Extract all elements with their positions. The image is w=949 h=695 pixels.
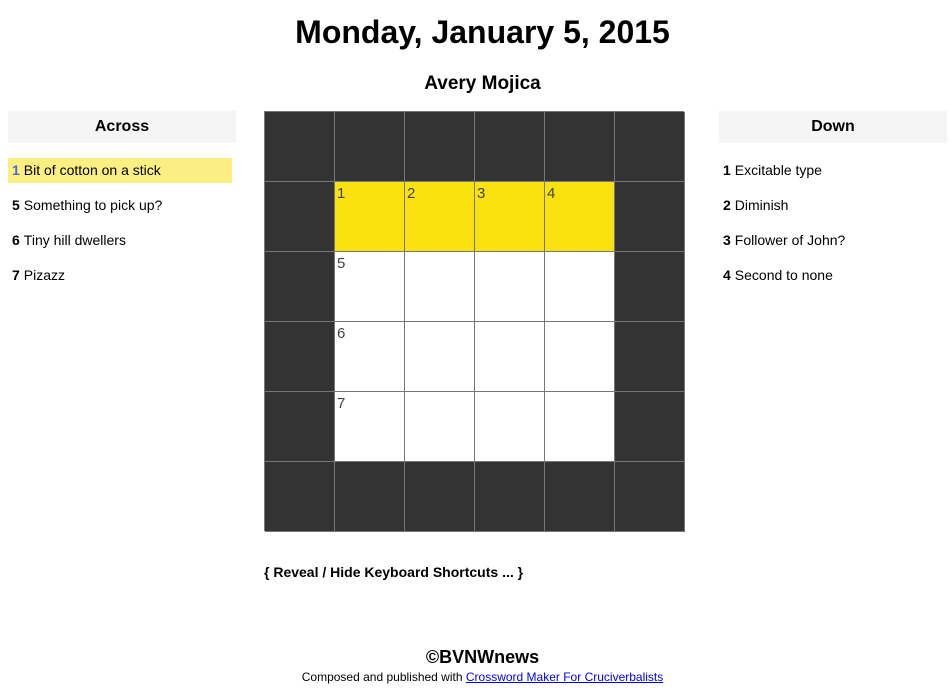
clue-number: 1 [723, 162, 731, 178]
grid-block-cell [615, 462, 685, 532]
clue-text: Diminish [734, 197, 789, 213]
clue-text: Follower of John? [734, 232, 846, 248]
grid-block-cell [615, 252, 685, 322]
grid-block-cell [615, 112, 685, 182]
footer-credit [0, 670, 949, 684]
clue-text: Excitable type [734, 162, 822, 178]
grid-cell[interactable] [545, 252, 615, 322]
grid-cell[interactable] [405, 182, 475, 252]
grid-cell[interactable] [335, 322, 405, 392]
clue-text: Pizazz [23, 267, 66, 283]
keyboard-shortcuts-toggle[interactable]: { Reveal / Hide Keyboard Shortcuts ... } [264, 564, 524, 580]
grid-block-cell [335, 462, 405, 532]
down-clue-1[interactable] [719, 158, 943, 183]
across-clue-5[interactable] [8, 193, 232, 218]
footer-brand: ©BVNWnews [425, 647, 540, 667]
puzzle-author: Avery Mojica [424, 73, 541, 94]
grid-cell[interactable] [335, 252, 405, 322]
down-clue-4[interactable] [719, 263, 943, 288]
crossword-maker-link[interactable]: Crossword Maker For Cruciverbalists [465, 670, 664, 684]
grid-cell[interactable] [405, 322, 475, 392]
clue-number: 5 [12, 197, 20, 213]
grid-cell[interactable] [475, 252, 545, 322]
down-clue-2[interactable] [719, 193, 943, 218]
grid-block-cell [615, 182, 685, 252]
grid-cell[interactable] [475, 392, 545, 462]
grid-cell[interactable] [405, 392, 475, 462]
cell-number: 5 [337, 255, 346, 272]
grid-cell[interactable] [475, 322, 545, 392]
grid-block-cell [265, 392, 335, 462]
grid-block-cell [475, 462, 545, 532]
footer-credit-text: Composed and published with [301, 670, 463, 684]
across-clue-1[interactable] [8, 158, 232, 183]
grid-cell[interactable] [475, 182, 545, 252]
down-clue-list [719, 158, 947, 288]
grid-block-cell [615, 392, 685, 462]
grid-cell[interactable] [545, 182, 615, 252]
down-clue-3[interactable] [719, 228, 943, 253]
cell-number: 2 [407, 185, 416, 202]
clue-text: Bit of cotton on a stick [23, 162, 161, 178]
across-clue-list [8, 158, 236, 288]
cell-number: 6 [337, 325, 346, 342]
clue-number: 1 [12, 162, 20, 178]
grid-block-cell [475, 112, 545, 182]
grid-cell[interactable] [545, 322, 615, 392]
grid-cell[interactable] [405, 252, 475, 322]
grid-cell[interactable] [545, 392, 615, 462]
down-heading: Down [719, 111, 947, 143]
clue-text: Tiny hill dwellers [23, 232, 126, 248]
grid-block-cell [405, 462, 475, 532]
across-clue-6[interactable] [8, 228, 232, 253]
cell-number: 3 [477, 185, 486, 202]
grid-block-cell [265, 112, 335, 182]
cell-number: 1 [337, 185, 346, 202]
grid-block-cell [265, 252, 335, 322]
clue-number: 4 [723, 267, 731, 283]
grid-block-cell [405, 112, 475, 182]
down-panel [719, 111, 947, 298]
across-panel [8, 111, 236, 298]
crossword-grid [264, 111, 684, 531]
clue-number: 3 [723, 232, 731, 248]
grid-block-cell [335, 112, 405, 182]
clue-number: 2 [723, 197, 731, 213]
grid-cell[interactable] [335, 392, 405, 462]
grid-block-cell [265, 322, 335, 392]
cell-number: 7 [337, 395, 346, 412]
clue-text: Something to pick up? [23, 197, 163, 213]
clue-number: 7 [12, 267, 20, 283]
grid-block-cell [545, 112, 615, 182]
clue-text: Second to none [734, 267, 833, 283]
cell-number: 4 [547, 185, 556, 202]
across-heading: Across [8, 111, 236, 143]
grid-block-cell [545, 462, 615, 532]
grid-block-cell [615, 322, 685, 392]
puzzle-title: Monday, January 5, 2015 [295, 14, 670, 50]
grid-block-cell [265, 462, 335, 532]
across-clue-7[interactable] [8, 263, 232, 288]
grid-cell[interactable] [335, 182, 405, 252]
clue-number: 6 [12, 232, 20, 248]
grid-block-cell [265, 182, 335, 252]
